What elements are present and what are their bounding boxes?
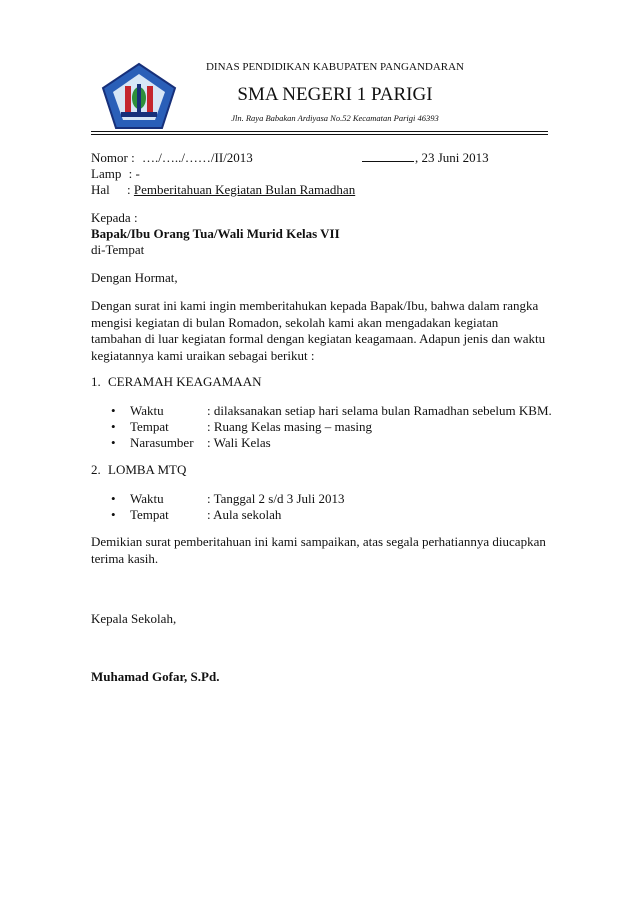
lamp-value: : - <box>128 166 140 181</box>
nomor-label: Nomor : <box>91 150 135 165</box>
item-value: : Tanggal 2 s/d 3 Juli 2013 <box>207 491 345 506</box>
hal-subject: Pemberitahuan Kegiatan Bulan Ramadhan <box>133 182 356 197</box>
date-blank-line <box>362 151 414 162</box>
item-label: Tempat <box>130 419 169 434</box>
item-value: : Wali Kelas <box>207 435 271 450</box>
lamp-label: Lamp <box>91 166 122 181</box>
item-value: : Aula sekolah <box>207 507 282 522</box>
signature-name: Muhamad Gofar, S.Pd. <box>91 669 220 684</box>
lamp-line <box>91 166 140 182</box>
date-line <box>362 150 489 166</box>
letterhead-rule-thin <box>91 134 548 135</box>
bullet-icon: • <box>111 419 116 434</box>
recipient-place: di-Tempat <box>91 242 145 257</box>
body-paragraph: Dengan surat ini kami ingin memberitahukan kepada Bapak/Ibu, bahwa dalam rangka mengisi kegiatan di bulan Romadon, sekolah kami akan mengadakan kegiatan tambahan di luar kegiatan formal dengan kegiatan keagamaan. Adapun jenis dan waktu kegiatannya kami uraikan sebagai berikut : <box>91 298 546 363</box>
item-value: : dilaksanakan setiap hari selama bulan Ramadhan sebelum KBM. <box>207 403 552 418</box>
letterhead-rule-thick <box>91 131 548 132</box>
bullet-icon: • <box>111 435 116 450</box>
section-1-title: CERAMAH KEAGAMAAN <box>108 374 262 389</box>
section-1-number: 1. <box>91 374 101 389</box>
item-label: Tempat <box>130 507 169 522</box>
section-1-heading <box>91 374 261 390</box>
school-name: SMA NEGERI 1 PARIGI <box>237 84 433 105</box>
bullet-icon: • <box>111 403 116 418</box>
item-label: Waktu <box>130 491 164 506</box>
nomor-value: …./…../……/II/2013 <box>141 150 253 165</box>
kepada-label: Kepada : <box>91 210 138 225</box>
recipient-name: Bapak/Ibu Orang Tua/Wali Murid Kelas VII <box>91 226 340 241</box>
greeting: Dengan Hormat, <box>91 270 178 285</box>
school-address: Jln. Raya Babakan Ardiyasa No.52 Kecamatan Parigi 46393 <box>231 113 439 123</box>
agency-name: DINAS PENDIDIKAN KABUPATEN PANGANDARAN <box>205 61 464 73</box>
item-label: Waktu <box>130 403 164 418</box>
school-logo-icon <box>101 62 177 130</box>
bullet-icon: • <box>111 507 116 522</box>
section-2-number: 2. <box>91 462 101 477</box>
item-label: Narasumber <box>130 435 194 450</box>
bullet-icon: • <box>111 491 116 506</box>
item-value: : Ruang Kelas masing – masing <box>207 419 373 434</box>
closing-paragraph: Demikian surat pemberitahuan ini kami sampaikan, atas segala perhatiannya diucapkan terima kasih. <box>91 534 546 566</box>
hal-label: Hal <box>91 182 110 197</box>
letter-date: , 23 Juni 2013 <box>415 150 489 165</box>
hal-colon: : <box>127 182 131 197</box>
section-2-title: LOMBA MTQ <box>108 462 187 477</box>
section-2-heading <box>91 462 186 478</box>
nomor-line <box>91 150 253 166</box>
hal-line <box>91 182 355 198</box>
signature-title: Kepala Sekolah, <box>91 611 177 626</box>
